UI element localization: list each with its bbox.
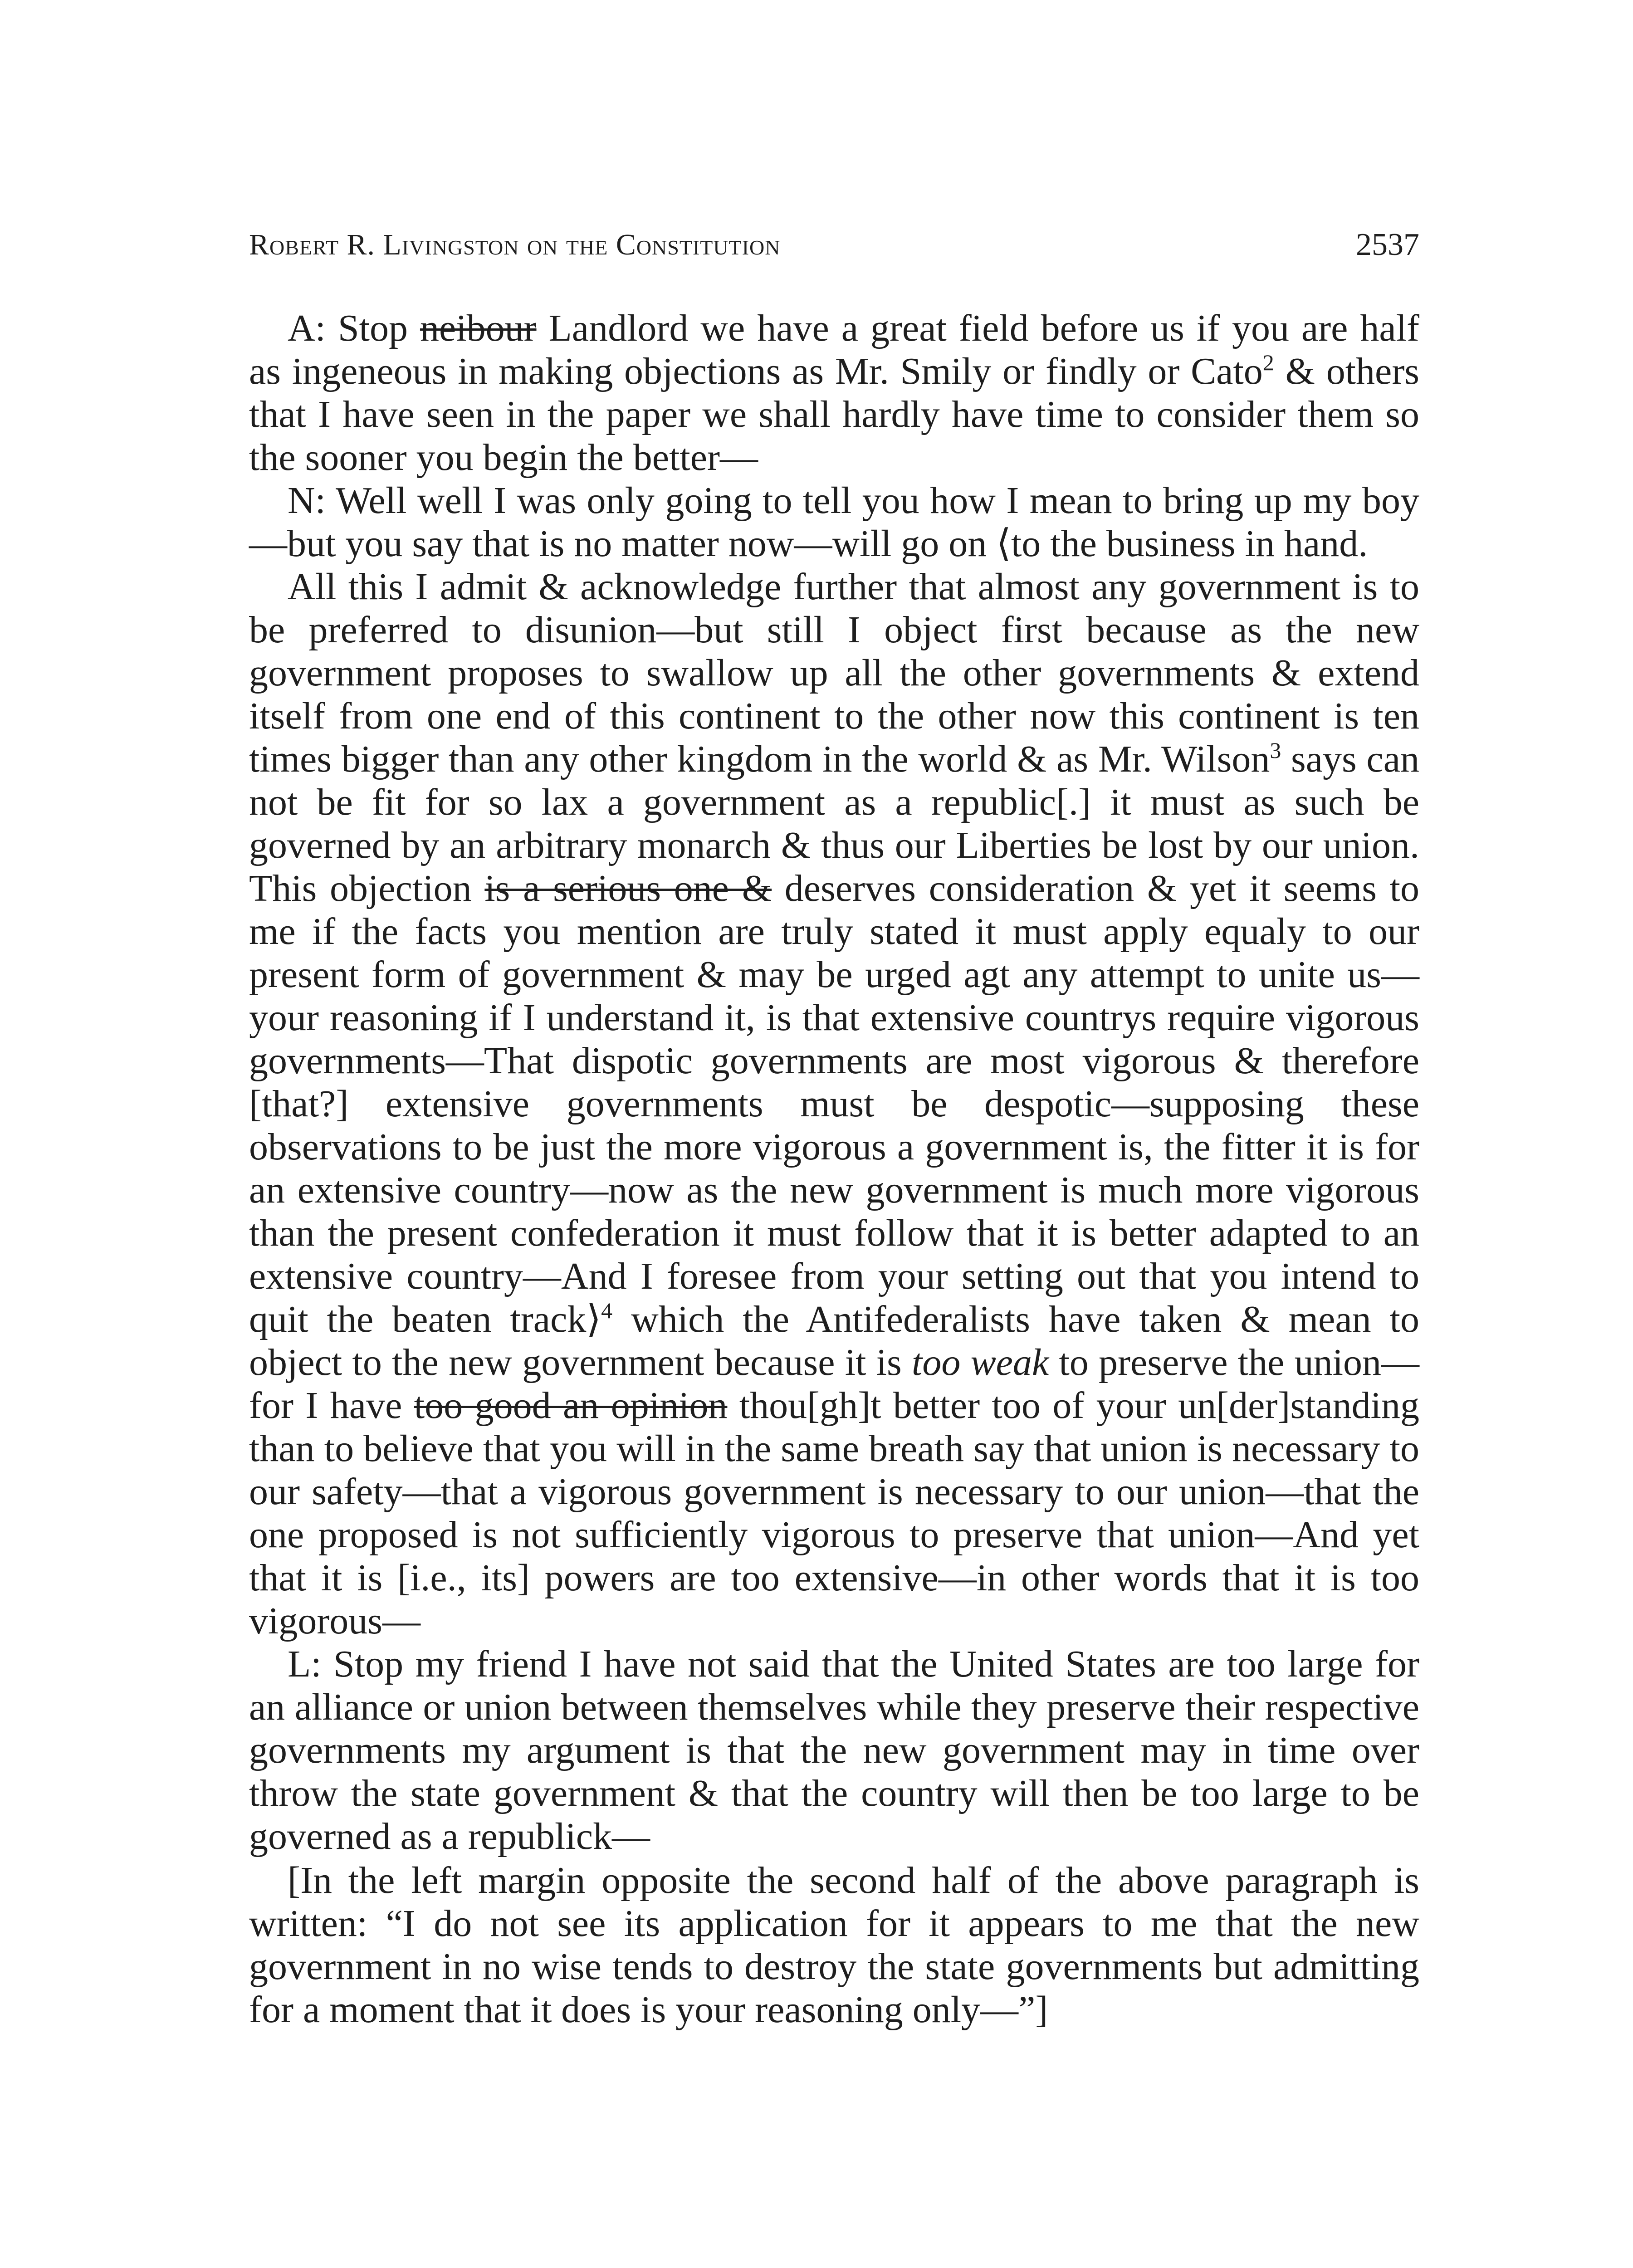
struck-text: is a serious one & [484,867,772,909]
paragraph-argument [249,565,1419,1642]
struck-text: neibour [420,307,537,349]
text-run: All this I admit & acknowledge further that almost any government is to be preferred to disunion—but still I object first because as the new government proposes to swallow up all the other governments & extend itself from one end of this continent to the other now this continent is ten times bigger than any other kingdom in the world & as Mr. Wilson [249,566,1419,780]
text-run: says can not be fit for so lax a government as a republic[.] it must as such be governed by an arbitrary monarch & thus our Liberties be lost by our union. This objection [249,738,1419,909]
text-run: which the Antifederalists have taken & mean to object to the new government because it is [249,1298,1419,1383]
text-run: Landlord we have a great field before us if you are half as ingeneous in making objections as Mr. Smily or findly or Cato [249,307,1420,392]
footnote-marker: 4 [601,1298,613,1323]
footnote-marker: 2 [1262,350,1274,375]
text-run: to preserve the union—for I have [249,1341,1420,1427]
text-run: thou[gh]t better too of your un[der]standing than to believe that you will in the same breath say that union is necessary to our safety—that a vigorous government is necessary to our union—that the one proposed is not sufficiently vigorous to preserve that union—And yet that it is [i.e., its] powers are too extensive—in other words that it is too vigorous— [249,1384,1419,1642]
paragraph-n-dialogue [249,479,1419,565]
running-head: Robert R. Livingston on the Constitution [249,228,781,261]
paragraph-l-dialogue [249,1642,1419,1858]
text-run: N: Well well I was only going to tell you how I mean to bring up my boy—but you say that is no matter now—will go on ⟨to the business in hand. [249,479,1419,565]
struck-text: too good an opinion [414,1384,728,1427]
page-header [249,225,1419,265]
paragraph-a-dialogue [249,307,1419,479]
text-run: deserves consideration & yet it seems to me if the facts you mention are truly stated it must apply equaly to our present form of government & may be urged agt any attempt to unite us—your reasoning if I understand it, is that extensive countrys require vigorous governments—That dispotic governments are most vigorous & therefore [that?] extensive governments must be despotic—supposing these observations to be just the more vigorous a government is, the fitter it is for an extensive country—now as the new government is much more vigorous than the present confederation it must follow that it is better adapted to an extensive country—And I foresee from your setting out that you intend to quit the beaten track⟩ [249,867,1420,1340]
italic-text: too weak [911,1341,1049,1383]
text-run: & others that I have seen in the paper we shall hardly have time to consider them so the sooner you begin the better— [249,350,1419,479]
text-run: A: Stop [288,307,420,349]
paragraph-editorial-note [249,1859,1419,2031]
page-number: 2537 [1356,227,1419,262]
text-run: L: Stop my friend I have not said that the United States are too large for an alliance or union between themselves while they preserve their respective governments my argument is that the new government may in time over throw the state government & that the country will then be too large to be governed as a republick— [249,1643,1419,1857]
body-text [249,307,1419,2031]
text-run: [In the left margin opposite the second half of the above paragraph is written: “I do not see its application for it appears to me that the new government in no wise tends to destroy the state governments but admitting for a moment that it does is your reasoning only—”] [249,1859,1419,2031]
footnote-marker: 3 [1270,738,1281,763]
